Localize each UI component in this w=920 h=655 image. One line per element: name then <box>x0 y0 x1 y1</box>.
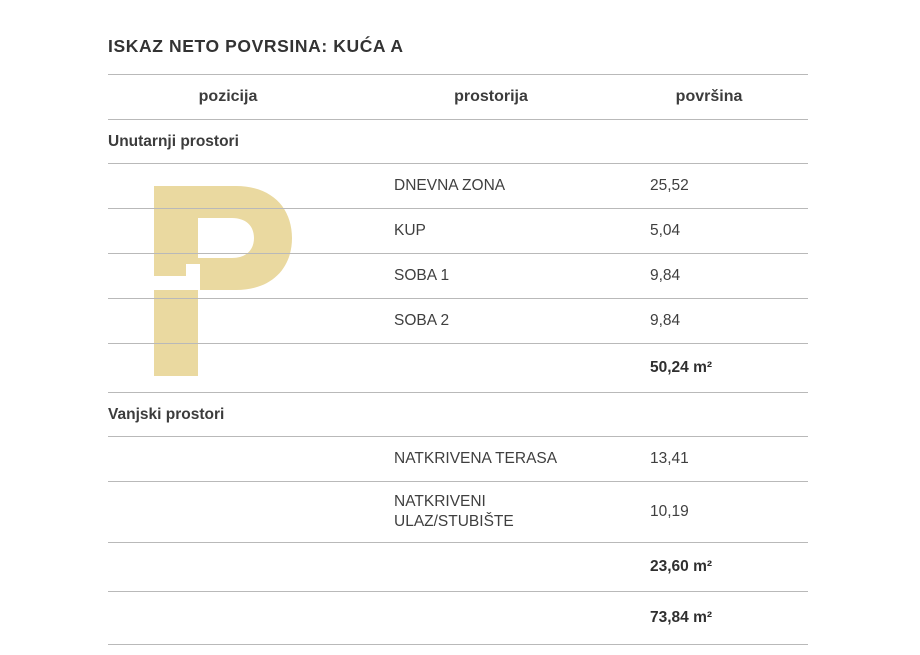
table-row <box>108 164 808 209</box>
subtotal-value: 23,60 m² <box>628 543 808 592</box>
row-room-name: KUP <box>348 209 628 254</box>
row-position <box>108 482 348 543</box>
subtotal-value: 50,24 m² <box>628 344 808 393</box>
table-bottom-spacer <box>108 645 808 655</box>
column-header-area: površina <box>628 75 808 120</box>
row-room-name: DNEVNA ZONA <box>348 164 628 209</box>
section-header-exterior <box>108 393 808 437</box>
section-label: Unutarnji prostori <box>108 120 808 164</box>
row-position <box>108 164 348 209</box>
column-header-room: prostorija <box>348 75 628 120</box>
area-schedule-table <box>108 18 808 655</box>
row-area-value: 10,19 <box>628 482 808 543</box>
subtotal-row-exterior <box>108 543 808 592</box>
table-row <box>108 209 808 254</box>
row-room-name: SOBA 1 <box>348 254 628 299</box>
total-spacer <box>108 592 348 645</box>
section-label: Vanjski prostori <box>108 393 808 437</box>
row-position <box>108 254 348 299</box>
row-position <box>108 209 348 254</box>
row-position <box>108 299 348 344</box>
total-spacer <box>348 592 628 645</box>
page-title: ISKAZ NETO POVRSINA: KUĆA A <box>108 18 808 75</box>
grand-total-value: 73,84 m² <box>628 592 808 645</box>
grand-total-row <box>108 592 808 645</box>
subtotal-spacer <box>348 543 628 592</box>
row-area-value: 25,52 <box>628 164 808 209</box>
row-room-name: NATKRIVENA TERASA <box>348 437 628 482</box>
row-room-name <box>348 482 628 543</box>
area-schedule-table-container <box>108 18 808 655</box>
table-row <box>108 299 808 344</box>
row-room-name-line1: NATKRIVENI <box>394 492 628 512</box>
subtotal-spacer <box>108 543 348 592</box>
subtotal-spacer <box>108 344 348 393</box>
subtotal-row-interior <box>108 344 808 393</box>
section-header-interior <box>108 120 808 164</box>
row-area-value: 5,04 <box>628 209 808 254</box>
row-position <box>108 437 348 482</box>
table-row <box>108 482 808 543</box>
row-area-value: 9,84 <box>628 299 808 344</box>
row-area-value: 13,41 <box>628 437 808 482</box>
table-row <box>108 437 808 482</box>
table-title-row <box>108 18 808 75</box>
row-room-name-line2: ULAZ/STUBIŠTE <box>394 512 628 532</box>
column-header-position: pozicija <box>108 75 348 120</box>
table-row <box>108 254 808 299</box>
subtotal-spacer <box>348 344 628 393</box>
table-header-row <box>108 75 808 120</box>
row-room-name: SOBA 2 <box>348 299 628 344</box>
row-area-value: 9,84 <box>628 254 808 299</box>
